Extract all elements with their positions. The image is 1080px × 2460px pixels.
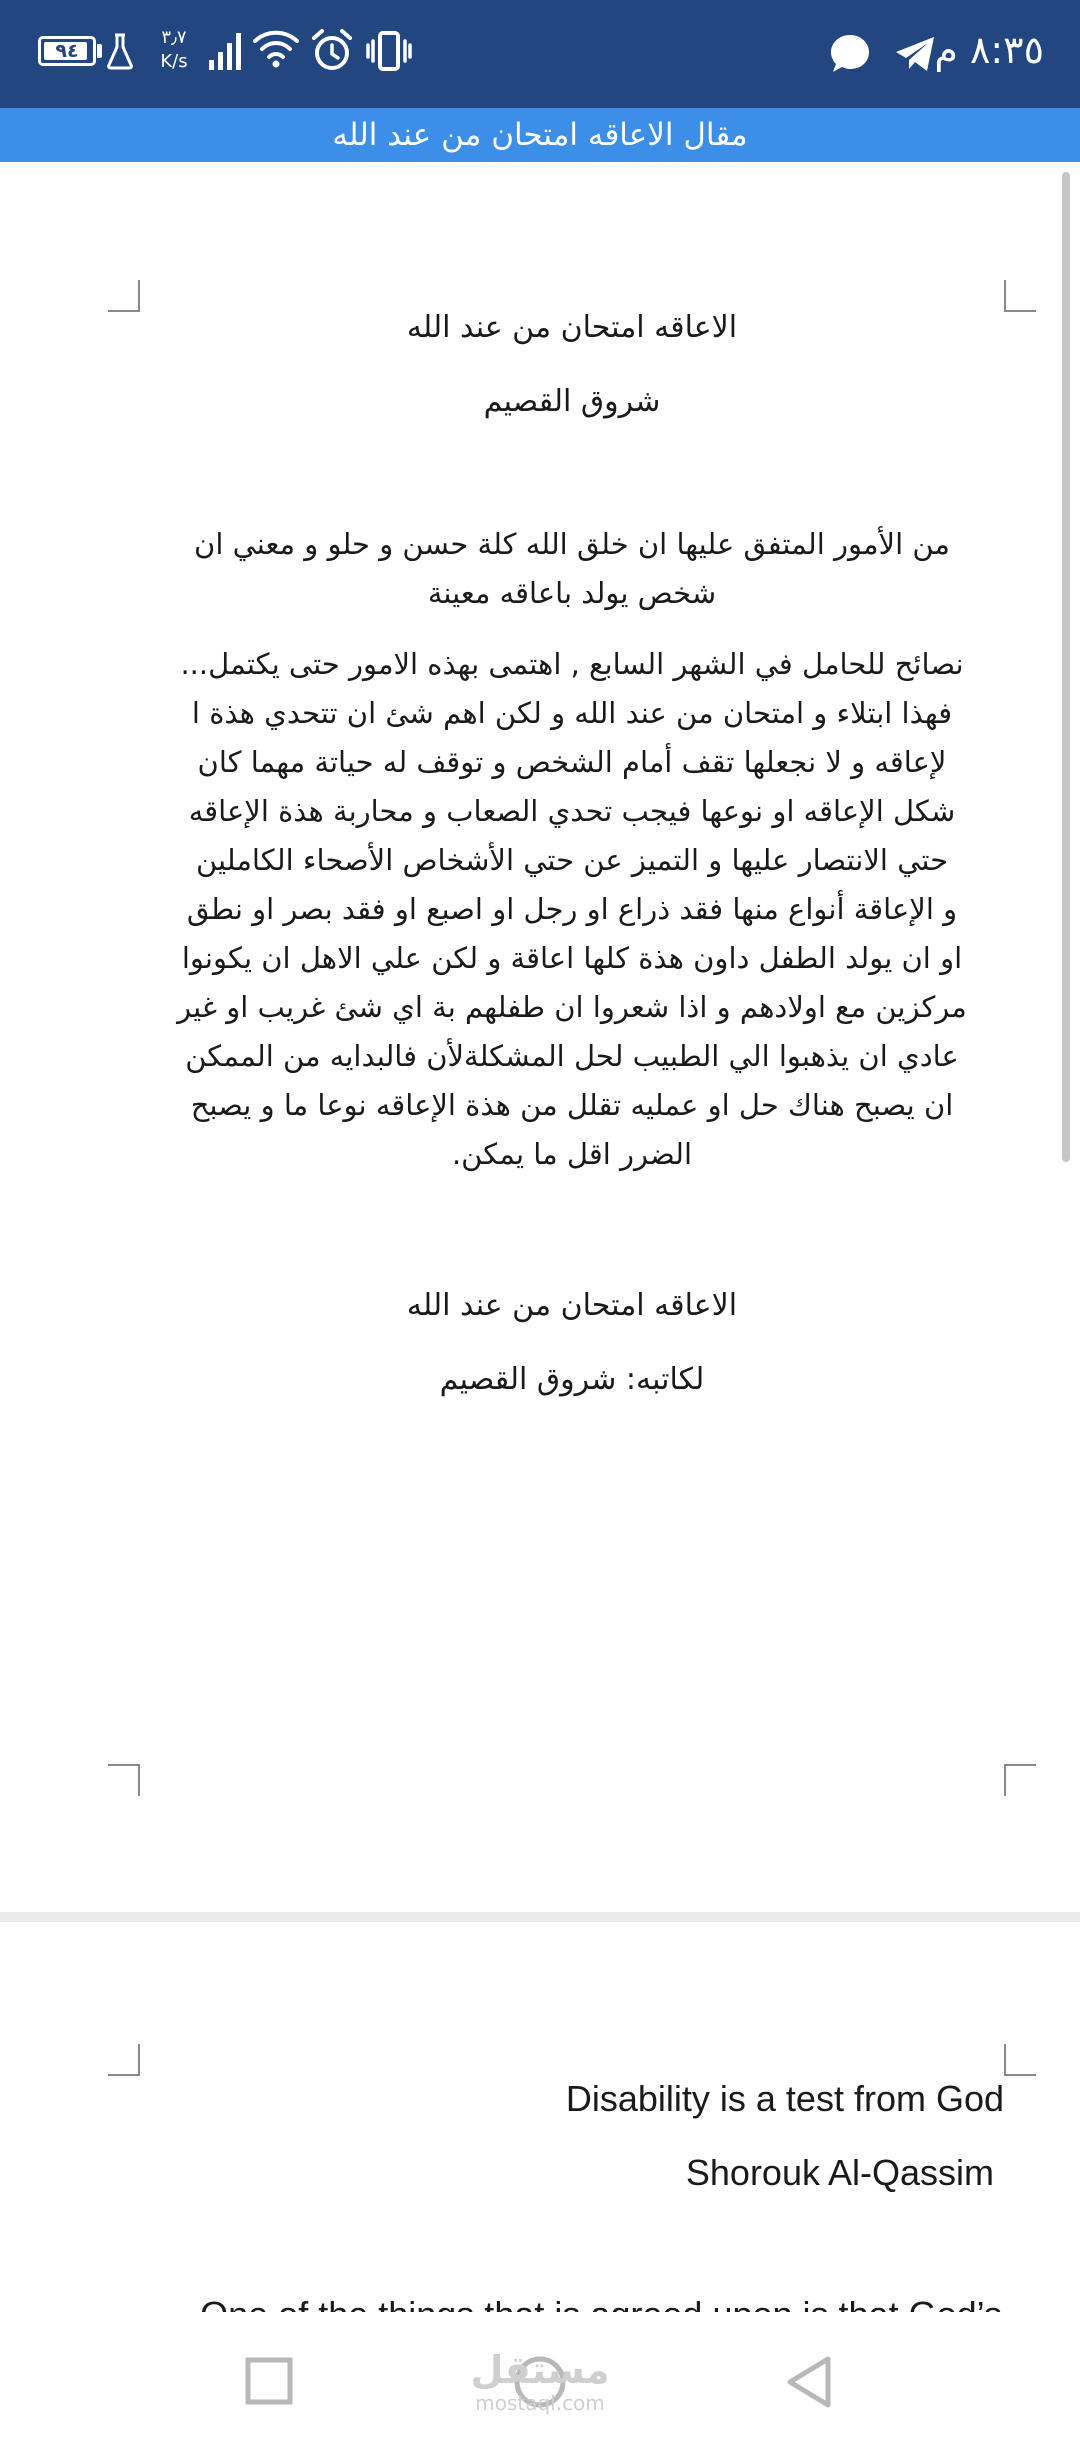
back-icon[interactable] (784, 2354, 834, 2410)
body-line: فهذا ابتلاء و امتحان من عند الله و لكن اهم شئ ان تتحدي هذة ا (191, 696, 953, 730)
crop-mark-top-right-p2 (1004, 2044, 1036, 2076)
network-speed-value: ٣٫٧ (161, 27, 187, 48)
body-line: مركزين مع اولادهم و اذا شعروا ان طفلهم بة اي شئ غريب او غير (177, 990, 967, 1024)
recent-apps-icon[interactable] (244, 2356, 294, 2406)
watermark-arabic: مستقل (470, 2348, 610, 2392)
intro-paragraph (140, 520, 1004, 618)
document-page-2[interactable] (0, 1922, 1080, 2312)
body-line: شكل الإعاقه او نوعها فيجب تحدي الصعاب و محاربة هذة الإعاقه (188, 794, 956, 828)
closing-title: الاعاقه امتحان من عند الله (406, 1288, 738, 1323)
crop-mark-top-left-p2 (108, 2044, 140, 2076)
body-paragraph (140, 640, 1004, 1179)
status-time: ٨:٣٥ م (934, 28, 1044, 72)
watermark-english: mostaql.com (475, 2391, 605, 2415)
english-author: Shorouk Al-Qassim (685, 2152, 994, 2193)
intro-line: من الأمور المتفق عليها ان خلق الله كلة حسن و حلو و معني ان (194, 527, 950, 561)
crop-mark-top-right (1004, 280, 1036, 312)
scrollbar[interactable] (1062, 172, 1070, 1162)
crop-mark-top-left (108, 280, 140, 312)
battery-level: ٩٤ (55, 40, 79, 62)
wifi-icon (252, 28, 300, 70)
body-line: لإعاقه و لا نجعلها تقف أمام الشخص و توقف له حياتة مهما كان (197, 745, 947, 779)
article-title: الاعاقه امتحان من عند الله (406, 310, 738, 345)
crop-mark-bottom-right (1004, 1764, 1036, 1796)
body-line: عادي ان يذهبوا الي الطبيب لحل المشكلةلأن فالبدايه من الممكن (185, 1039, 959, 1073)
body-line: و الإعاقة أنواع منها فقد ذراع او رجل او اصبع او فقد بصر او نطق (186, 892, 958, 926)
crop-mark-bottom-left (108, 1764, 140, 1796)
document-page-1[interactable] (0, 162, 1080, 1912)
battery-cap (97, 44, 102, 58)
battery-icon (38, 36, 96, 66)
closing-author: لكاتبه: شروق القصيم (439, 1362, 705, 1397)
body-line: او ان يولد الطفل داون هذة كلها اعاقة و لكن علي الاهل ان يكونوا (181, 941, 963, 975)
watermark-logo (460, 2348, 620, 2414)
alarm-icon (310, 28, 354, 74)
body-line: حتي الانتصار عليها و التميز عن حتي الأشخاص الأصحاء الكاملين (195, 843, 949, 877)
chat-bubble-icon (828, 32, 872, 76)
english-title: Disability is a test from God (565, 2078, 1004, 2119)
status-bar (0, 0, 1080, 108)
telegram-icon (894, 34, 938, 74)
document-title-bar: مقال الاعاقه امتحان من عند الله (0, 108, 1080, 162)
body-line: الضرر اقل ما يمكن. (451, 1137, 693, 1171)
body-line: نصائح للحامل في الشهر السابع , اهتمى بهذه الامور حتى يكتمل... (180, 647, 964, 681)
signal-icon (208, 30, 244, 72)
network-speed-unit: K/s (160, 51, 188, 72)
vibrate-icon (366, 30, 412, 72)
article-author: شروق القصيم (483, 384, 661, 419)
intro-line: شخص يولد باعاقه معينة (427, 576, 717, 610)
body-line: ان يصبح هناك حل او عمليه تقلل من هذة الإعاقه نوعا ما و يصبح (190, 1088, 954, 1122)
network-speed (154, 26, 194, 74)
lab-flask-icon (106, 32, 134, 70)
page-separator (0, 1912, 1080, 1922)
